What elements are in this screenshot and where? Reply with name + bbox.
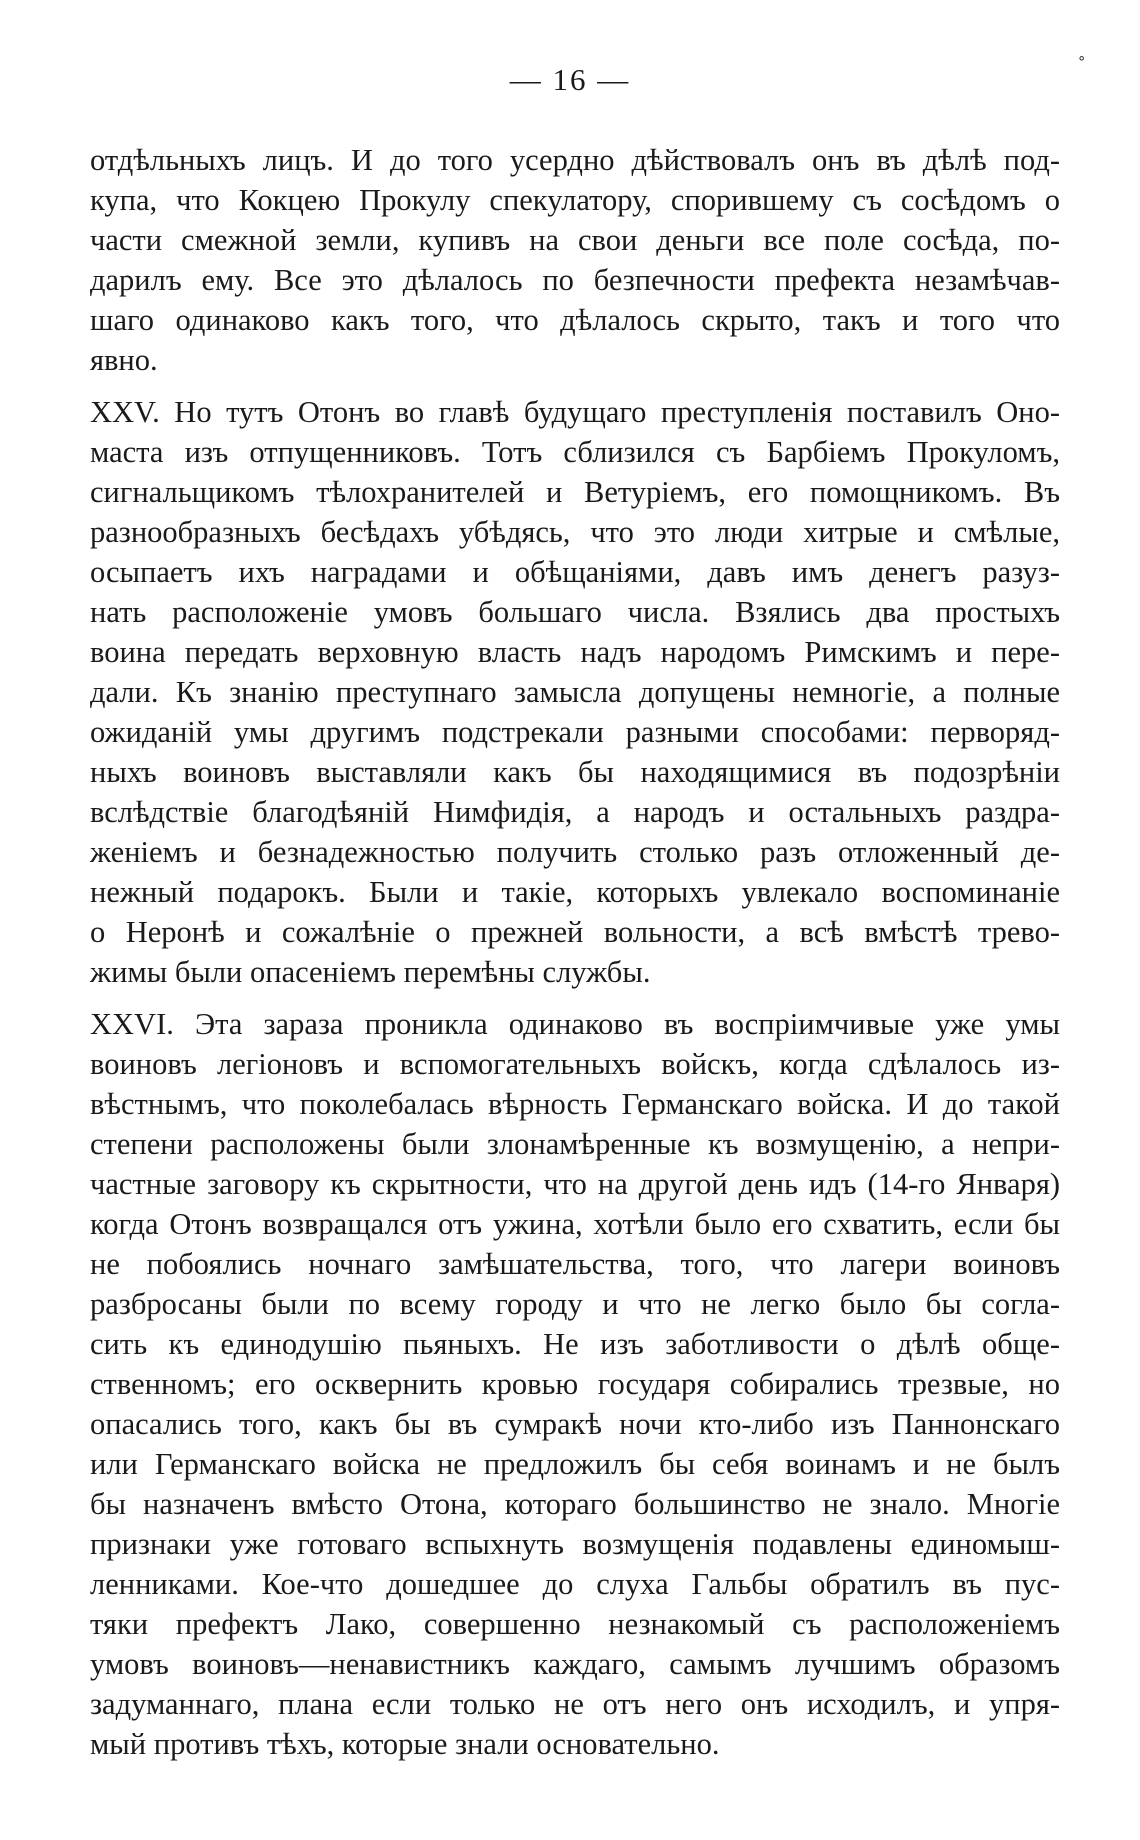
text-line: опасались того, какъ бы въ сумракѣ ночи кто-либо изъ Паннонскаго bbox=[90, 1407, 1060, 1441]
text-line: ныхъ воиновъ выставляли какъ бы находящимися въ подозрѣніи bbox=[90, 755, 1060, 789]
text-line: нежный подарокъ. Были и такіе, которыхъ увлекало воспоминаніе bbox=[90, 875, 1060, 909]
text-line: ленниками. Кое-что дошедшее до слуха Гальбы обратилъ въ пус- bbox=[90, 1567, 1060, 1601]
text-line: дали. Къ знанію преступнаго замысла допущены немногіе, а полные bbox=[90, 675, 1060, 709]
body-text bbox=[90, 140, 1060, 1764]
text-line: купа, что Кокцею Прокулу спекулатору, спорившему съ сосѣдомъ о bbox=[90, 183, 1060, 217]
paragraph-gap bbox=[90, 380, 1060, 392]
text-line: явно. bbox=[90, 343, 158, 377]
text-line: или Германскаго войска не предложилъ бы себя воинамъ и не былъ bbox=[90, 1447, 1060, 1481]
text-line: шаго одинаково какъ того, что дѣлалось скрыто, такъ и того что bbox=[90, 303, 1060, 337]
paragraph bbox=[90, 140, 1060, 380]
text-line: XXVI. Эта зараза проникла одинаково въ воспріимчивые уже умы bbox=[90, 1007, 1060, 1041]
text-line: тяки префектъ Лако, совершенно незнакомый съ расположеніемъ bbox=[90, 1607, 1060, 1641]
paragraph-gap bbox=[90, 992, 1060, 1004]
text-line: маста изъ отпущенниковъ. Тотъ сблизился съ Барбіемъ Прокуломъ, bbox=[90, 435, 1060, 469]
text-line: умовъ воиновъ—ненавистникъ каждаго, самымъ лучшимъ образомъ bbox=[90, 1647, 1060, 1681]
text-line: дарилъ ему. Все это дѣлалось по безпечности префекта незамѣчав- bbox=[90, 263, 1060, 297]
text-line: отдѣльныхъ лицъ. И до того усердно дѣйствовалъ онъ въ дѣлѣ под- bbox=[90, 143, 1060, 177]
text-line: задуманнаго, плана если только не отъ него онъ исходилъ, и упря- bbox=[90, 1687, 1060, 1721]
text-line: нать расположеніе умовъ большаго числа. Взялись два простыхъ bbox=[90, 595, 1060, 629]
page-number: — 16 — bbox=[509, 62, 631, 97]
text-line: осыпаетъ ихъ наградами и обѣщаніями, давъ имъ денегъ разуз- bbox=[90, 555, 1060, 589]
text-line: сигнальщикомъ тѣлохранителей и Ветуріемъ, его помощникомъ. Въ bbox=[90, 475, 1060, 509]
text-line: жимы были опасеніемъ перемѣны службы. bbox=[90, 955, 651, 989]
text-line: о Неронѣ и сожалѣніе о прежней вольности, а всѣ вмѣстѣ трево- bbox=[90, 915, 1060, 949]
text-line: разнообразныхъ бесѣдахъ убѣдясь, что это люди хитрые и смѣлые, bbox=[90, 515, 1060, 549]
text-line: разбросаны были по всему городу и что не легко было бы согла- bbox=[90, 1287, 1060, 1321]
text-line: степени расположены были злонамѣренные къ возмущенію, а непри- bbox=[90, 1127, 1060, 1161]
text-line: XXV. Но тутъ Отонъ во главѣ будущаго преступленія поставилъ Оно- bbox=[90, 395, 1060, 429]
margin-mark: ˚ bbox=[1078, 52, 1086, 77]
text-line: признаки уже готоваго вспыхнуть возмущенія подавлены единомыш- bbox=[90, 1527, 1060, 1561]
text-line: бы назначенъ вмѣсто Отона, котораго большинство не знало. Многіе bbox=[90, 1487, 1060, 1521]
text-line: воиновъ легіоновъ и вспомогательныхъ войскъ, когда сдѣлалось из- bbox=[90, 1047, 1060, 1081]
text-line: женіемъ и безнадежностью получить столько разъ отложенный де- bbox=[90, 835, 1060, 869]
text-line: вѣстнымъ, что поколебалась вѣрность Германскаго войска. И до такой bbox=[90, 1087, 1060, 1121]
text-line: ожиданій умы другимъ подстрекали разными способами: перворяд- bbox=[90, 715, 1060, 749]
paragraph bbox=[90, 392, 1060, 992]
text-line: воина передать верховную власть надъ народомъ Римскимъ и пере- bbox=[90, 635, 1060, 669]
text-line: когда Отонъ возвращался отъ ужина, хотѣли было его схватить, если бы bbox=[90, 1207, 1060, 1241]
text-line: не побоялись ночнаго замѣшательства, того, что лагери воиновъ bbox=[90, 1247, 1060, 1281]
text-line: сить къ единодушію пьяныхъ. Не изъ заботливости о дѣлѣ обще- bbox=[90, 1327, 1060, 1361]
text-line: вслѣдствіе благодѣяній Нимфидія, а народъ и остальныхъ раздра- bbox=[90, 795, 1060, 829]
text-line: мый противъ тѣхъ, которые знали основательно. bbox=[90, 1727, 720, 1761]
text-line: частные заговору къ скрытности, что на другой день идъ (14-го Января) bbox=[90, 1167, 1060, 1201]
paragraph bbox=[90, 1004, 1060, 1764]
text-line: части смежной земли, купивъ на свои деньги все поле сосѣда, по- bbox=[90, 223, 1060, 257]
text-line: ственномъ; его осквернить кровью государя собирались трезвые, но bbox=[90, 1367, 1060, 1401]
